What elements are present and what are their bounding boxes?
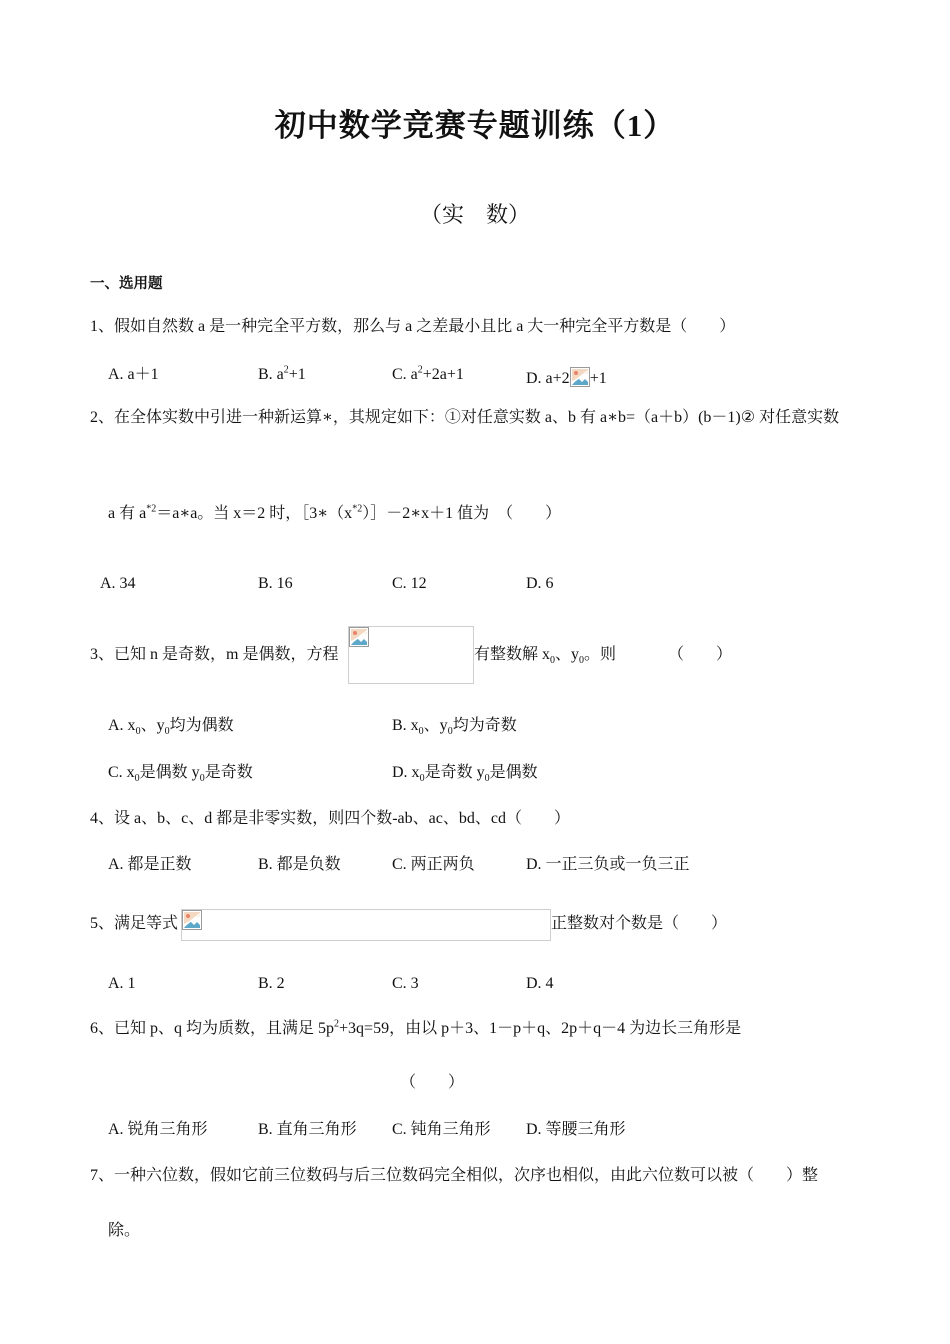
question-7-stem-cont: 除。 (108, 1222, 141, 1239)
q6-option-a: A. 锐角三角形 (108, 1121, 208, 1138)
page-title: 初中数学竞赛专题训练（1） (274, 108, 676, 143)
question-2-stem-line2: a 有 $a^{*2}=a∗a$。当 x＝2 时，$[3∗(x^{*2})]-2∗x+1$ 值为 （ ） (108, 503, 562, 522)
q4-option-b: B. 都是负数 (258, 856, 341, 873)
question-6-stem: 6、已知 p、q 均为质数，且满足 $5p^2+3q=59$，由以 p＋3、1－p＋q、2p＋q－4 为边长三角形是 (90, 1018, 742, 1037)
question-3-stem-end: 有整数解 $x_0$、$y_0$。则 (474, 646, 617, 667)
q5-option-c: C. 3 (392, 975, 419, 992)
q1-option-d: D. a+2 +1 (526, 367, 607, 387)
broken-image-icon (570, 367, 590, 387)
question-7-stem: 7、一种六位数，假如它前三位数码与后三位数码完全相似，次序也相似，由此六位数可以被（ ）整 (90, 1167, 819, 1184)
q1-option-c: C. $a^2+2a+1$ (392, 364, 464, 383)
q2-option-a: A. 34 (100, 575, 136, 592)
question-1-stem: 1、假如自然数 a 是一种完全平方数，那么与 a 之差最小且比 a 大一种完全平方数是（ ） (90, 318, 736, 335)
q2-option-c: C. 12 (392, 575, 427, 592)
question-3-stem-start: 3、已知 n 是奇数，m 是偶数，方程 (90, 646, 339, 663)
q5-option-d: D. 4 (526, 975, 554, 992)
q3-option-c: C. $x_0$是偶数 $y_0$是奇数 (108, 764, 253, 785)
q5-option-a: A. 1 (108, 975, 136, 992)
q3-option-a: A. $x_0$、$y_0$均为偶数 (108, 717, 234, 738)
q1-option-a: A. a＋1 (108, 366, 159, 383)
q1-option-b: B. $a^2+1$ (258, 364, 306, 383)
q3-option-d: D. $x_0$是奇数 $y_0$是偶数 (392, 764, 538, 785)
broken-image-icon (182, 910, 202, 930)
section-heading: 一、选用题 (90, 276, 163, 292)
q2-option-b: B. 16 (258, 575, 293, 592)
q3-option-b: B. $x_0$、$y_0$均为奇数 (392, 717, 517, 738)
q6-option-b: B. 直角三角形 (258, 1121, 357, 1138)
question-5-stem-end: 正整数对个数是（ ） (551, 915, 728, 932)
equation-image (348, 626, 474, 684)
q4-option-a: A. 都是正数 (108, 856, 192, 873)
equation-image (181, 909, 551, 941)
q5-option-b: B. 2 (258, 975, 285, 992)
question-2-stem: 2、在全体实数中引进一种新运算∗，其规定如下：①对任意实数 a、b 有 a∗b=（a＋b）(b－1)② 对任意实数 (90, 409, 840, 426)
q4-option-c: C. 两正两负 (392, 856, 475, 873)
q4-option-d: D. 一正三负或一负三正 (526, 856, 690, 873)
question-6-answer-paren: （ ） (400, 1074, 465, 1091)
q6-option-c: C. 钝角三角形 (392, 1121, 491, 1138)
question-4-stem: 4、设 a、b、c、d 都是非零实数，则四个数-ab、ac、bd、cd（ ） (90, 810, 570, 827)
broken-image-icon (349, 627, 369, 647)
question-3-answer-paren: （ ） (668, 646, 733, 663)
q2-option-d: D. 6 (526, 575, 554, 592)
page-subtitle: （实 数） (419, 202, 530, 227)
question-5-stem-start: 5、满足等式 (90, 915, 179, 932)
q6-option-d: D. 等腰三角形 (526, 1121, 626, 1138)
